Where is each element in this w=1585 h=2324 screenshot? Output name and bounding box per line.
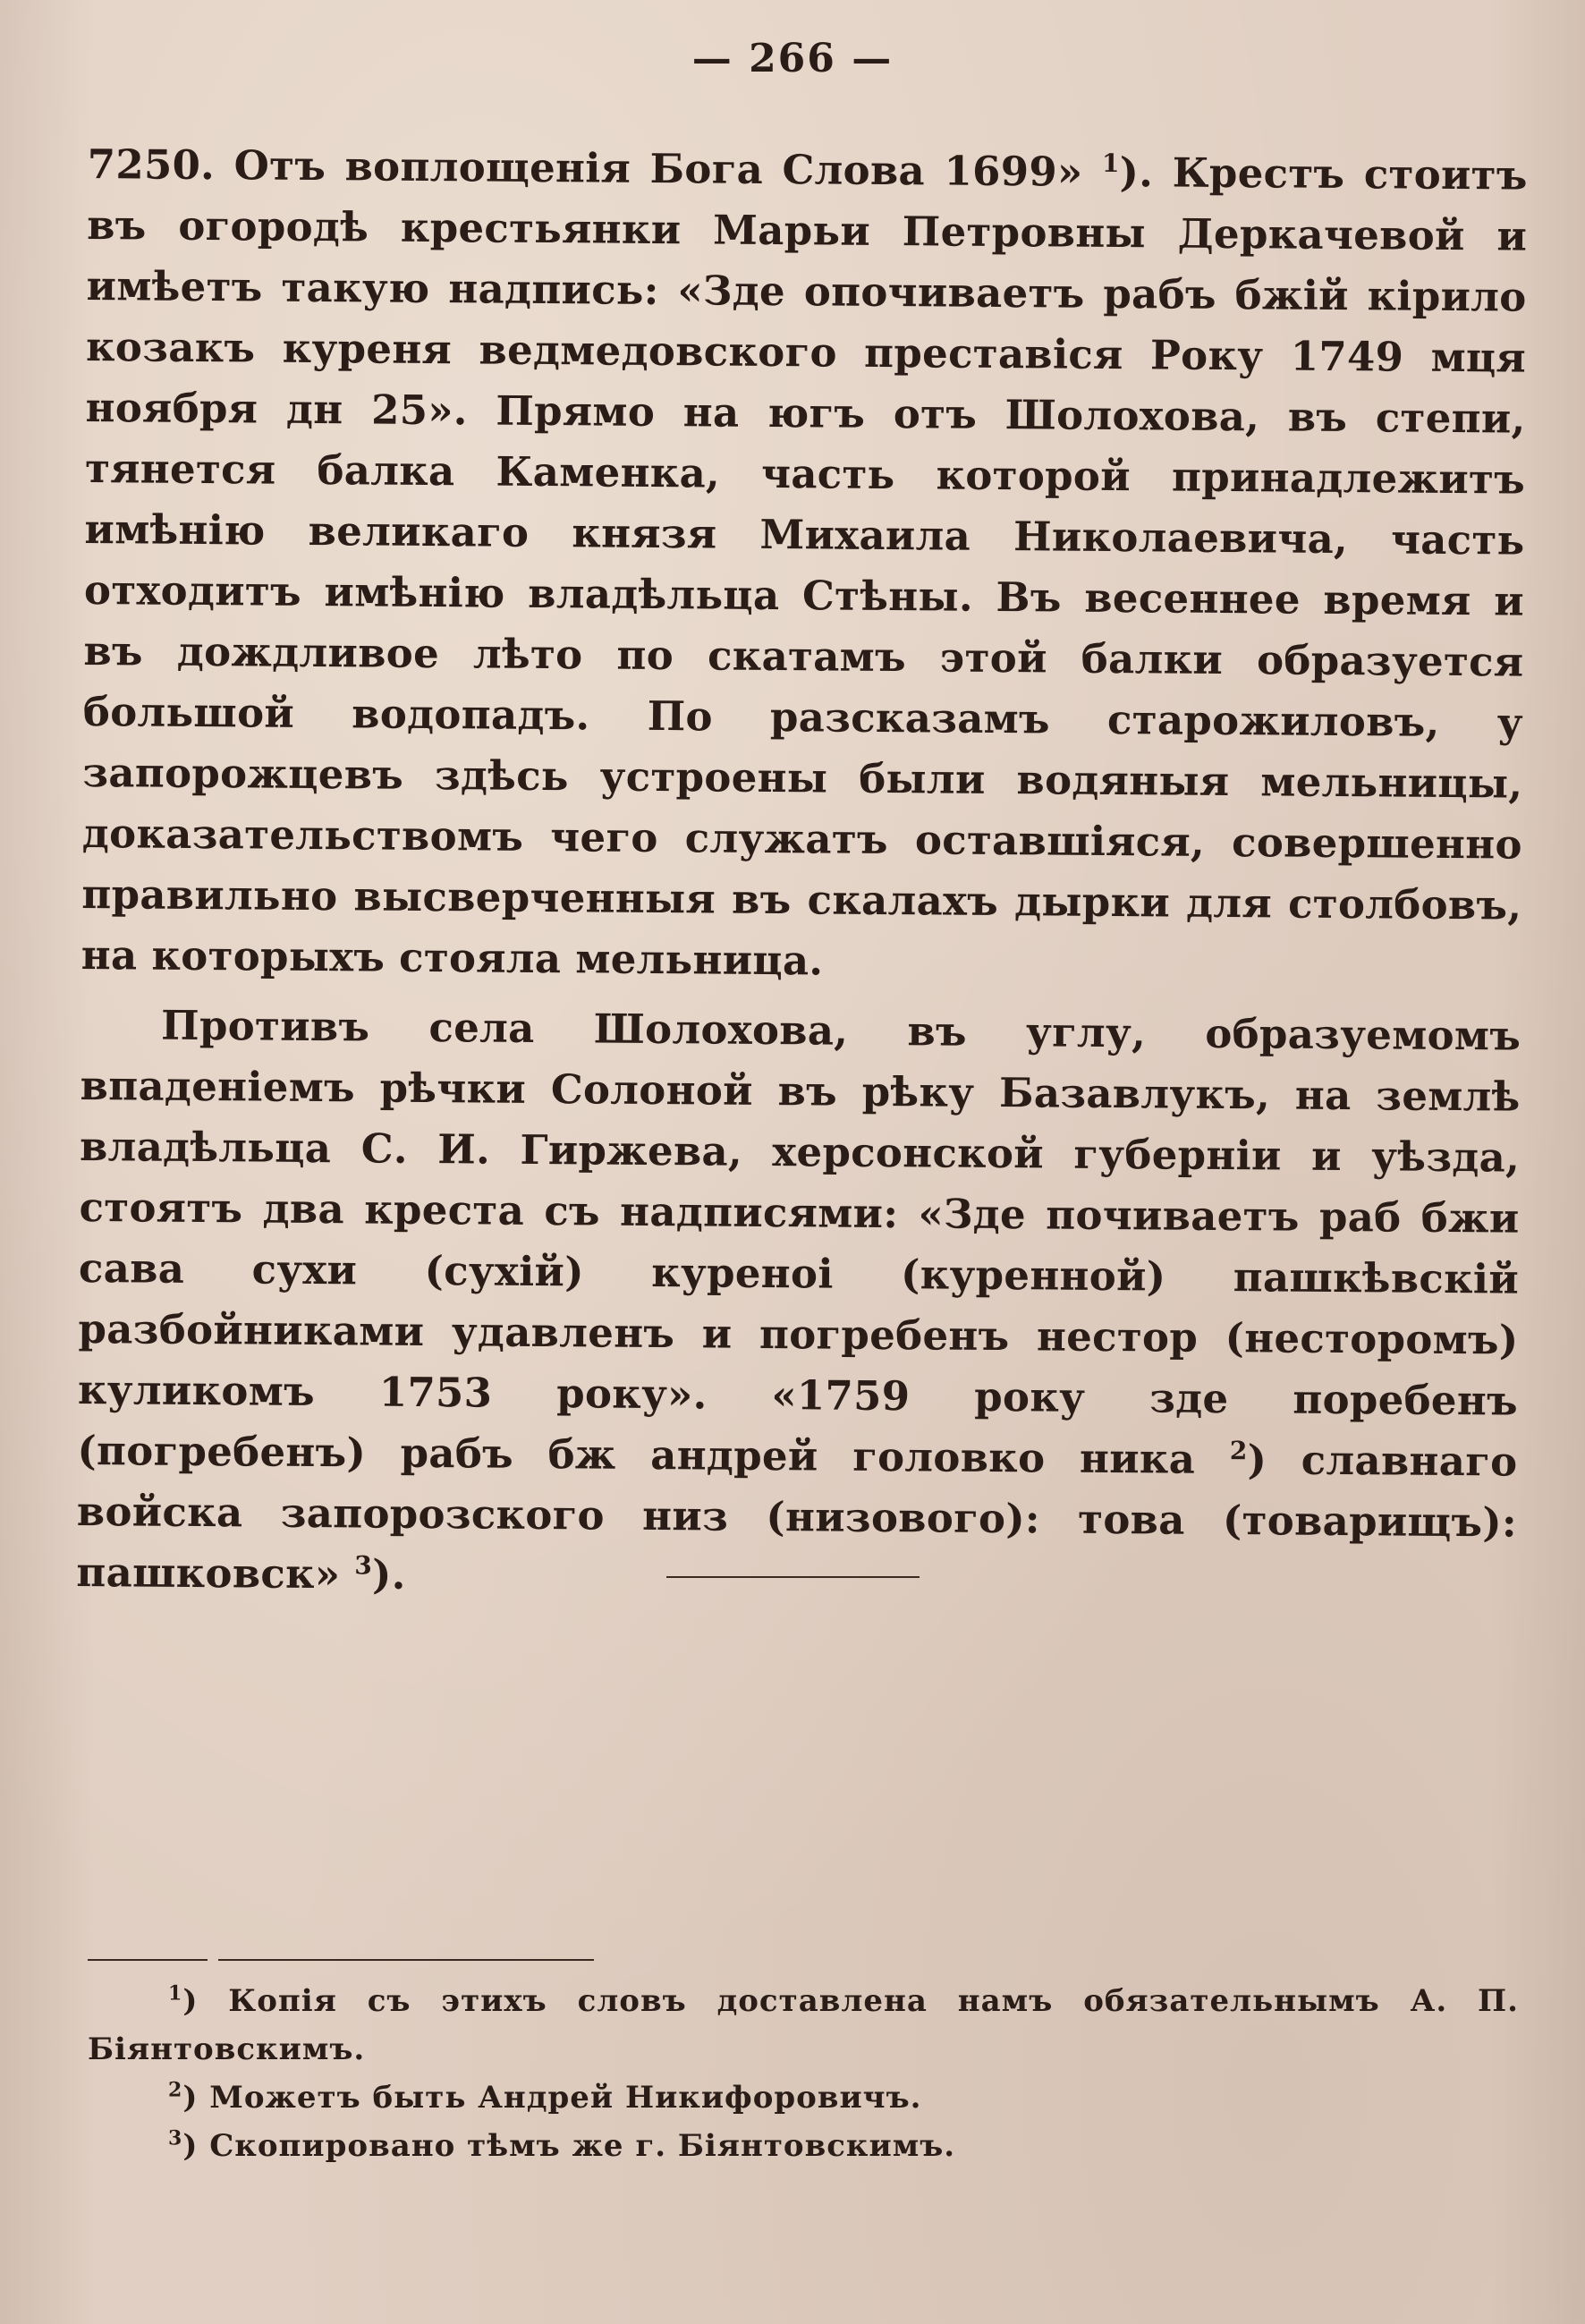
page-number: — 266 — xyxy=(691,36,894,81)
section-divider xyxy=(666,1576,920,1578)
footnote-ref-1: 1 xyxy=(1101,148,1120,179)
text-segment: Противъ села Шолохова, въ углу, образуемомъ впаденіемъ рѣчки Солоной въ рѣку Базавлукъ, на землѣ владѣльца С. И. Гиржева, херсонской губерніи и уѣзда, стоятъ два креста съ надписями: «Зде почиваетъ раб бжи сава сухи (сухій) куреноi (куренной) пашкѣвскій разбойниками удавленъ и погребенъ нестор (несторомъ) куликомъ 1753 року». «1759 року зде поребенъ (погребенъ) рабъ бж андрей головко ника xyxy=(77,1001,1521,1484)
footnote-mark: 2 xyxy=(168,2078,183,2102)
footnote-text: ) Копія съ этихъ словъ доставлена намъ обязательнымъ А. П. Біянтовскимъ. xyxy=(88,1983,1519,2067)
footnote-rule xyxy=(88,1959,208,1961)
footnote-3 xyxy=(88,2122,1519,2170)
footnotes xyxy=(88,1977,1519,2170)
paragraph-2 xyxy=(76,995,1521,1615)
text-segment: 7250. Отъ воплощенія Бога Слова 1699» xyxy=(87,140,1103,196)
footnote-text: ) Скопировано тѣмъ же г. Біянтовскимъ. xyxy=(182,2128,956,2164)
text-segment: ) славнаго войска запорозского низ (низового): това (товарищъ): пашковск» xyxy=(76,1436,1518,1599)
footnote-rule xyxy=(218,1959,594,1961)
footnote-ref-2: 2 xyxy=(1229,1436,1248,1466)
footnote-ref-3: 3 xyxy=(354,1550,373,1581)
text-segment: ). Крестъ стоитъ въ огородѣ крестьянки Марьи Петровны Деркачевой и имѣетъ такую надпись: «Зде опочиваетъ рабъ бжій кірило козакъ куреня ведмедовского преставіся Року 1749 мця ноября дн 25». Прямо на югъ отъ Шолохова, въ степи, тянется балка Каменка, часть которой принадлежитъ имѣнію великаго князя Михаила Николаевича, часть отходитъ имѣнію владѣльца Стѣны. Въ весеннее время и въ дождливое лѣто по скатамъ этой балки образуется большой водопадъ. По разсказамъ старожиловъ, у запорожцевъ здѣсь устроены были водяныя мельницы, доказательствомъ чего служатъ оставшіяся, совершенно правильно высверченныя въ скалахъ дырки для столбовъ, на которыхъ стояла мельница. xyxy=(81,148,1528,985)
footnote-1 xyxy=(88,1977,1519,2074)
footnote-2 xyxy=(88,2074,1519,2122)
main-text xyxy=(76,134,1528,1615)
footnote-mark: 1 xyxy=(168,1981,183,2006)
footnote-text: ) Можетъ быть Андрей Никифоровичъ. xyxy=(182,2080,922,2116)
footnote-mark: 3 xyxy=(168,2126,183,2150)
paragraph-1 xyxy=(81,134,1528,997)
text-segment: ). xyxy=(371,1550,406,1599)
